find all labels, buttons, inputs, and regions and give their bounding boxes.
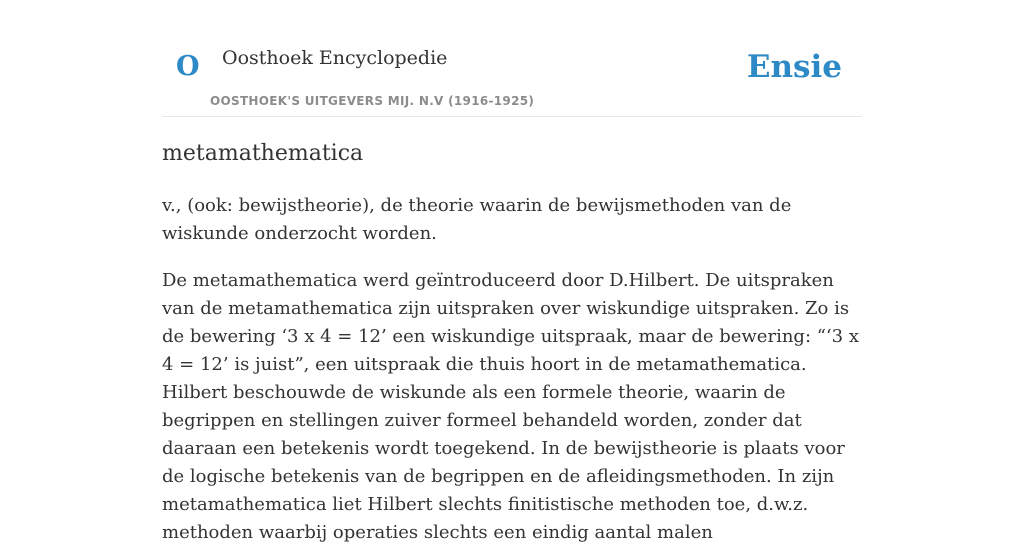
- entry-definition: v., (ook: bewijstheorie), de theorie waarin de bewijsmethoden van de wiskunde onderzocht worden.: [162, 195, 792, 244]
- entry-body-paragraph: De metamathematica werd geïntroduceerd door D.Hilbert. De uitspraken van de metamathematica zijn uitspraken over wiskundige uitspraken. Zo is de bewering ‘3 x 4 = 12’ een wiskundige uitspraak, maar de bewering: “‘3 x 4 = 12’ is juist”, een uitspraak die thuis hoort in de metamathematica. Hilbert beschouwde de wiskunde als een formele theorie, waarin de begrippen en stellingen zuiver formeel behandeld worden, zonder dat daaraan een betekenis wordt toegekend. In de bewijstheorie is plaats voor de logische betekenis van de begrippen en de afleidingsmethoden. In zijn metamathematica liet Hilbert slechts finitistische methoden toe, d.w.z. methoden waarbij operaties slechts een eindig aantal malen: [162, 270, 859, 543]
- source-header: [162, 0, 862, 117]
- ensie-brand-logo[interactable]: Ensie: [746, 49, 842, 85]
- entry-title: metamathematica: [162, 141, 364, 166]
- page-container: [162, 0, 862, 543]
- source-subtitle: OOSTHOEK'S UITGEVERS MIJ. N.V (1916-1925): [210, 94, 535, 108]
- source-title[interactable]: Oosthoek Encyclopedie: [222, 47, 448, 69]
- source-logo[interactable]: O: [176, 51, 200, 82]
